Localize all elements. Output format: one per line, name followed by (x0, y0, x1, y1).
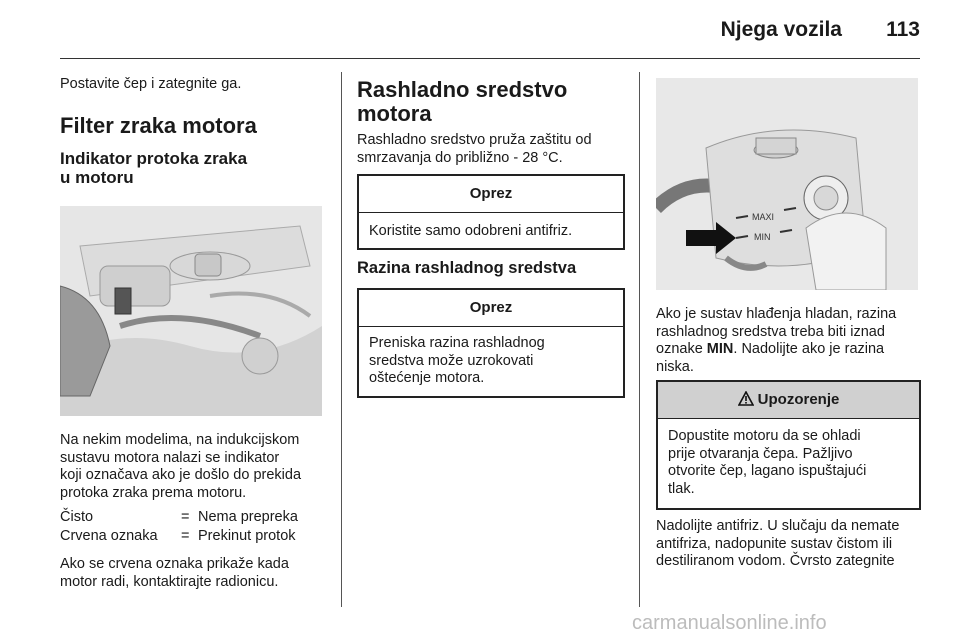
body-line: motor radi, kontaktirajte radionicu. (60, 573, 279, 590)
coolant-intro-line: Rashladno sredstvo pruža zaštitu od (357, 132, 592, 148)
body-text: . Nadolijte ako je razina (733, 341, 885, 357)
warning-triangle-icon (738, 391, 754, 410)
definition-separator: = (181, 509, 190, 525)
body-line: antifriza, nadopunite sustav čistom ili (656, 535, 893, 552)
engine-illustration (60, 206, 322, 416)
definition-separator: = (181, 528, 190, 544)
left-column (60, 76, 330, 187)
body-line: protoka zraka prema motoru. (60, 484, 247, 501)
header-divider (60, 58, 920, 59)
page-header-title: Njega vozila (720, 18, 842, 41)
caution-text: Koristite samo odobreni antifriz. (369, 223, 573, 239)
warning-box (656, 380, 921, 510)
min-label-bold: MIN (706, 341, 734, 357)
left-outro (60, 556, 330, 591)
body-line: rashladnog sredstva treba biti iznad (656, 323, 885, 340)
caution-line: oštećenje motora. (369, 370, 485, 386)
warning-title: Upozorenje (757, 391, 840, 408)
page-number: 113 (886, 18, 920, 41)
body-line: Nadolijte antifriz. U slučaju da nemate (656, 518, 900, 534)
caution-line: Preniska razina rashladnog (369, 335, 545, 351)
section-title-air-filter: Filter zraka motora (60, 112, 257, 138)
body-line (656, 341, 926, 359)
definition-term: Crvena oznaka (60, 528, 158, 544)
definition-value: Nema prepreka (198, 509, 298, 525)
body-text: oznake (656, 341, 707, 357)
body-line: niska. (656, 358, 694, 375)
engine-air-intake-image (60, 206, 322, 416)
caution-title: Oprez (359, 290, 623, 327)
min-mark-label: MIN (754, 232, 771, 242)
max-mark-label: MAXI (752, 212, 775, 222)
section-title-coolant-line1: Rashladno sredstvo (357, 77, 568, 102)
body-line: Ako je sustav hlađenja hladan, razina (656, 306, 897, 322)
coolant-reservoir-image (656, 78, 918, 290)
left-body (60, 432, 330, 502)
warning-line: prije otvaranja čepa. Pažljivo (668, 445, 853, 462)
column-divider-right (639, 72, 640, 607)
body-line: koji označava ako je došlo do prekida (60, 467, 302, 483)
right-body (656, 306, 926, 376)
caution-title: Oprez (359, 176, 623, 213)
indicator-definitions (60, 509, 330, 549)
intro-text: Postavite čep i zategnite ga. (60, 76, 242, 92)
column-divider-left (341, 72, 342, 607)
caution-box-coolant-level (357, 288, 625, 398)
warning-line: Dopustite motoru da se ohladi (668, 428, 861, 444)
watermark-text: carmanualsonline.info (632, 612, 827, 634)
definition-term: Čisto (60, 509, 94, 525)
caution-line: sredstva može uzrokovati (369, 352, 534, 369)
subsection-title-line1: Indikator protoka zraka (60, 148, 248, 168)
definition-value: Prekinut protok (198, 528, 296, 544)
caution-box-antifreeze (357, 174, 625, 250)
caution-body (359, 327, 623, 398)
warning-line: tlak. (668, 480, 695, 497)
warning-body (658, 419, 919, 508)
warning-header (658, 382, 919, 419)
body-line: Ako se crvena oznaka prikaže kada (60, 556, 289, 572)
subsection-title-line2: u motoru (60, 167, 134, 187)
section-title-coolant-line2: motora (357, 101, 432, 126)
body-line: sustavu motora nalazi se indikator (60, 449, 280, 466)
body-line: destiliranom vodom. Čvrsto zategnite (656, 553, 895, 569)
body-line: Na nekim modelima, na indukcijskom (60, 432, 300, 448)
reservoir-illustration (656, 78, 918, 290)
right-outro (656, 518, 936, 571)
middle-column (357, 78, 627, 167)
subsection-title-coolant-level: Razina rashladnog sredstva (357, 259, 577, 277)
coolant-intro-line: smrzavanja do približno - 28 °C. (357, 149, 563, 166)
warning-line: otvorite čep, lagano ispuštajući (668, 463, 867, 479)
